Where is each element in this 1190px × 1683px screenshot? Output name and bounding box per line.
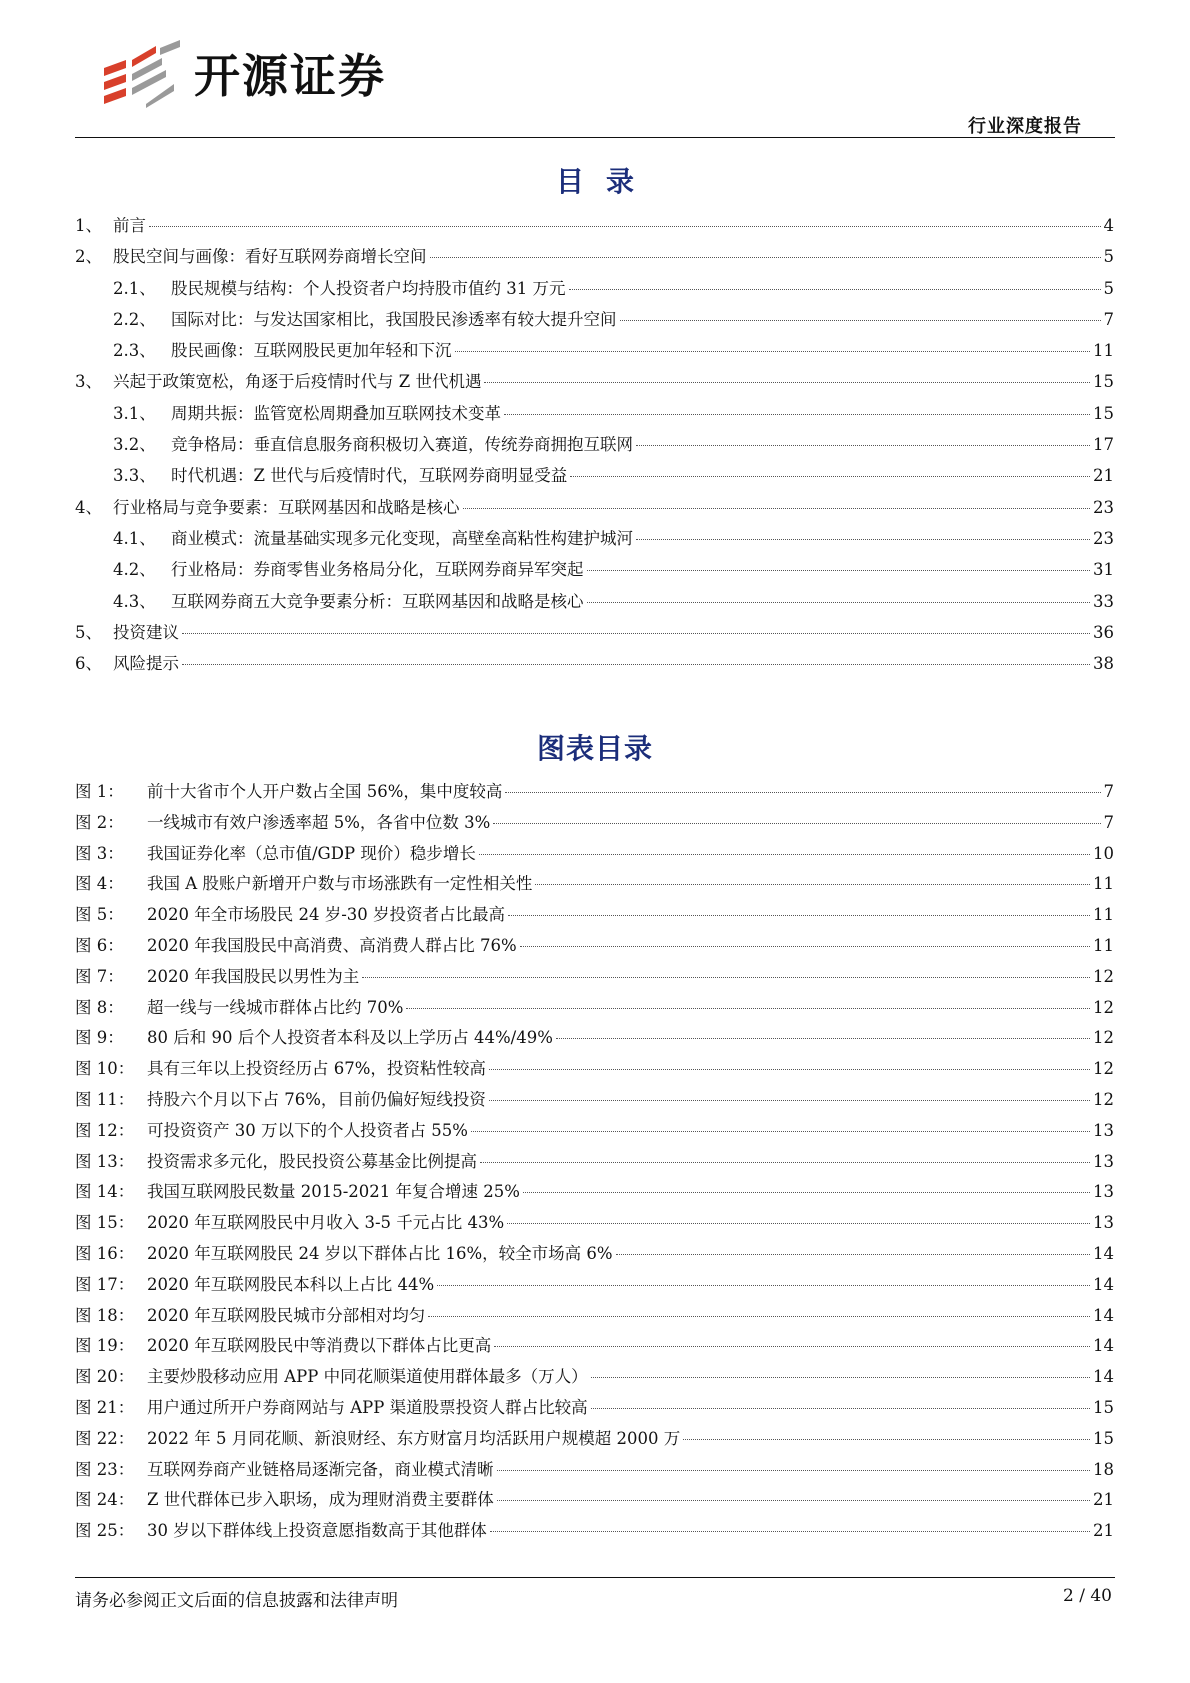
- toc-entry[interactable]: [75, 494, 1114, 525]
- dot-leader: [493, 823, 1100, 824]
- figure-entry-text: 前十大省市个人开户数占全国 56%，集中度较高: [147, 782, 503, 801]
- figure-entry[interactable]: [75, 870, 1114, 901]
- footer-disclaimer: 请务必参阅正文后面的信息披露和法律声明: [75, 1591, 398, 1611]
- figure-entry[interactable]: [75, 1302, 1114, 1333]
- toc-entry-text: 互联网券商五大竞争要素分析：互联网基因和战略是核心: [171, 591, 584, 611]
- figure-entry-number: 图 15：: [75, 1213, 135, 1233]
- figure-entry-text: 2020 年我国股民以男性为主: [147, 966, 360, 986]
- toc-entry-page-number: 11: [1093, 341, 1114, 361]
- figure-entry-page-number: 14: [1093, 1243, 1114, 1263]
- dot-leader: [636, 539, 1090, 540]
- figure-entry-number: 图 2：: [75, 812, 124, 832]
- toc-entry-page-number: 23: [1093, 528, 1114, 548]
- toc-entry[interactable]: [75, 525, 1114, 556]
- dot-leader: [683, 1439, 1090, 1440]
- dot-leader: [182, 664, 1090, 665]
- toc-entry-number: 3.3、: [113, 466, 156, 486]
- dot-leader: [556, 1038, 1090, 1039]
- toc-entry-number: 3.1、: [113, 403, 156, 423]
- figure-entry-text: 用户通过所开户券商网站与 APP 渠道股票投资人群占比较高: [147, 1397, 588, 1417]
- figure-entry-number: 图 25：: [75, 1521, 135, 1541]
- figure-entry[interactable]: [75, 1240, 1114, 1271]
- toc-entry-page-number: 23: [1093, 497, 1114, 517]
- toc-entry-page-number: 15: [1093, 372, 1114, 392]
- dot-leader: [508, 915, 1090, 916]
- toc-entry[interactable]: [75, 368, 1114, 399]
- figure-entry-number: 图 23：: [75, 1459, 135, 1479]
- figure-entry-text: 超一线与一线城市群体占比约 70%: [147, 997, 404, 1017]
- figure-entry[interactable]: [75, 994, 1114, 1025]
- figure-entry-text: 投资需求多元化，股民投资公募基金比例提高: [147, 1151, 477, 1171]
- figure-entry[interactable]: [75, 1332, 1114, 1363]
- toc-entry-number: 3.2、: [113, 435, 156, 455]
- toc-entry-number: 2.3、: [113, 341, 156, 361]
- toc-entry-text: 国际对比：与发达国家相比，我国股民渗透率有较大提升空间: [171, 309, 617, 329]
- toc-entry-page-number: 5: [1103, 247, 1114, 267]
- figure-entry-page-number: 18: [1093, 1459, 1114, 1479]
- figure-entry-number: 图 11：: [75, 1089, 135, 1109]
- figure-entry-text: 一线城市有效户渗透率超 5%，各省中位数 3%: [147, 812, 491, 832]
- figure-entry-number: 图 17：: [75, 1274, 135, 1294]
- toc-entry-page-number: 15: [1093, 403, 1114, 423]
- figure-entry[interactable]: [75, 1117, 1114, 1148]
- dot-leader: [489, 1100, 1090, 1101]
- toc-entry[interactable]: [75, 588, 1114, 619]
- figure-entry-page-number: 13: [1093, 1182, 1114, 1202]
- figure-entry-text: 主要炒股移动应用 APP 中同花顺渠道使用群体最多（万人）: [147, 1367, 588, 1387]
- dot-leader: [480, 1162, 1090, 1163]
- figure-entry-text: 我国 A 股账户新增开户数与市场涨跌有一定性相关性: [147, 874, 533, 894]
- figure-entry[interactable]: [75, 1024, 1114, 1055]
- dot-leader: [182, 633, 1090, 634]
- brand-name: 开源证券: [194, 49, 386, 103]
- toc-entry[interactable]: [75, 212, 1114, 243]
- figure-entry-number: 图 4：: [75, 874, 124, 894]
- figure-entry[interactable]: [75, 1086, 1114, 1117]
- figure-entry-page-number: 12: [1093, 1059, 1114, 1079]
- figure-entry-number: 图 21：: [75, 1397, 135, 1417]
- figure-entry[interactable]: [75, 840, 1114, 871]
- toc-entry-text: 竞争格局：垂直信息服务商积极切入赛道，传统券商拥抱互联网: [171, 435, 633, 455]
- figure-entry[interactable]: [75, 963, 1114, 994]
- page-indicator: 2 / 40: [1063, 1586, 1112, 1606]
- toc-entry-number: 4.3、: [113, 591, 156, 611]
- figure-entry-text: 我国互联网股民数量 2015-2021 年复合增速 25%: [147, 1182, 520, 1202]
- figure-entry-page-number: 7: [1103, 812, 1114, 832]
- toc-entry-text: 风险提示: [113, 654, 179, 674]
- dot-leader: [507, 1223, 1090, 1224]
- figure-entry-page-number: 11: [1093, 935, 1114, 955]
- figure-entry-number: 图 1：: [75, 782, 124, 801]
- footer-divider: [75, 1577, 1115, 1578]
- toc-entry-text: 行业格局与竞争要素：互联网基因和战略是核心: [113, 497, 460, 517]
- figure-entry[interactable]: [75, 1394, 1114, 1425]
- figure-entry-page-number: 7: [1103, 782, 1114, 801]
- figure-entry-number: 图 6：: [75, 935, 124, 955]
- figure-entry[interactable]: [75, 1363, 1114, 1394]
- figure-entry-page-number: 12: [1093, 1089, 1114, 1109]
- dot-leader: [362, 977, 1090, 978]
- dot-leader: [505, 792, 1100, 793]
- dot-leader: [479, 854, 1090, 855]
- toc-entry-page-number: 17: [1093, 435, 1114, 455]
- dot-leader: [430, 257, 1101, 258]
- toc-entry-number: 1、: [75, 216, 102, 235]
- figure-entry-text: 互联网券商产业链格局逐渐完备，商业模式清晰: [147, 1459, 494, 1479]
- dot-leader: [406, 1008, 1090, 1009]
- toc-title: 目录: [555, 165, 656, 198]
- figure-entry[interactable]: [75, 1055, 1114, 1086]
- figure-entry[interactable]: [75, 1486, 1114, 1517]
- figure-entry-text: 2020 年互联网股民 24 岁以下群体占比 16%，较全市场高 6%: [147, 1243, 613, 1263]
- figure-entry-page-number: 13: [1093, 1151, 1114, 1171]
- figure-entry-text: 80 后和 90 后个人投资者本科及以上学历占 44%/49%: [147, 1028, 553, 1048]
- dot-leader: [535, 884, 1090, 885]
- figure-entry-page-number: 15: [1093, 1428, 1114, 1448]
- figure-list-title: 图表目录: [536, 732, 653, 765]
- toc-entry-number: 4、: [75, 497, 102, 517]
- figure-entry[interactable]: [75, 1271, 1114, 1302]
- figure-entry[interactable]: [75, 1178, 1114, 1209]
- report-type-label: 行业深度报告: [968, 116, 1082, 137]
- figure-entry-number: 图 20：: [75, 1367, 135, 1387]
- dot-leader: [504, 414, 1090, 415]
- figure-entry-text: 2020 年全市场股民 24 岁-30 岁投资者占比最高: [147, 905, 506, 925]
- toc-entry-page-number: 7: [1103, 309, 1114, 329]
- figure-entry-page-number: 21: [1093, 1521, 1114, 1541]
- dot-leader: [587, 602, 1091, 603]
- dot-leader: [497, 1470, 1091, 1471]
- figure-entry-number: 图 3：: [75, 843, 124, 863]
- figure-entry-page-number: 11: [1093, 905, 1114, 925]
- toc-entry-text: 股民规模与结构：个人投资者户均持股市值约 31 万元: [171, 278, 566, 298]
- figure-entry-page-number: 12: [1093, 966, 1114, 986]
- figure-entry-number: 图 12：: [75, 1120, 135, 1140]
- dot-leader: [149, 226, 1101, 227]
- dot-leader: [490, 1531, 1090, 1532]
- toc-entry-number: 2.1、: [113, 278, 156, 298]
- header-divider: [75, 137, 1115, 138]
- toc-entry-text: 周期共振：监管宽松周期叠加互联网技术变革: [171, 403, 501, 423]
- figure-entry-number: 图 5：: [75, 905, 124, 925]
- figure-entry-text: 2020 年互联网股民中月收入 3-5 千元占比 43%: [147, 1213, 505, 1233]
- toc-entry[interactable]: [75, 275, 1114, 306]
- figure-list: [75, 778, 1114, 1548]
- dot-leader: [437, 1285, 1090, 1286]
- toc-entry-number: 5、: [75, 622, 102, 642]
- toc-entry-page-number: 36: [1093, 622, 1114, 642]
- toc-entry-page-number: 31: [1093, 560, 1114, 580]
- figure-entry[interactable]: [75, 778, 1114, 809]
- logo-mark-icon: [100, 38, 182, 108]
- figure-entry-text: Z 世代群体已步入职场，成为理财消费主要群体: [147, 1490, 494, 1510]
- toc-entry-page-number: 33: [1093, 591, 1114, 611]
- figure-entry-page-number: 15: [1093, 1397, 1114, 1417]
- figure-entry-text: 可投资资产 30 万以下的个人投资者占 55%: [147, 1120, 468, 1140]
- toc-entry[interactable]: [75, 337, 1114, 368]
- figure-entry[interactable]: [75, 809, 1114, 840]
- toc-entry-text: 商业模式：流量基础实现多元化变现，高壁垒高粘性构建护城河: [171, 528, 633, 548]
- dot-leader: [471, 1131, 1090, 1132]
- dot-leader: [523, 1192, 1090, 1193]
- figure-entry-page-number: 12: [1093, 1028, 1114, 1048]
- figure-entry-text: 2020 年我国股民中高消费、高消费人群占比 76%: [147, 935, 517, 955]
- dot-leader: [570, 476, 1090, 477]
- figure-entry-page-number: 12: [1093, 997, 1114, 1017]
- figure-entry[interactable]: [75, 1425, 1114, 1456]
- dot-leader: [616, 1254, 1090, 1255]
- toc-entry-number: 6、: [75, 654, 102, 674]
- toc-entry[interactable]: [75, 556, 1114, 587]
- dot-leader: [463, 508, 1091, 509]
- figure-entry[interactable]: [75, 1517, 1114, 1548]
- dot-leader: [591, 1377, 1090, 1378]
- toc-entry-text: 时代机遇：Z 世代与后疫情时代，互联网券商明显受益: [171, 466, 568, 486]
- dot-leader: [591, 1408, 1090, 1409]
- toc-entry[interactable]: [75, 462, 1114, 493]
- figure-entry[interactable]: [75, 1209, 1114, 1240]
- toc-entry[interactable]: [75, 650, 1114, 681]
- figure-entry-page-number: 14: [1093, 1305, 1114, 1325]
- figure-entry-number: 图 22：: [75, 1428, 135, 1448]
- figure-entry-number: 图 16：: [75, 1243, 135, 1263]
- toc-entry-number: 2、: [75, 247, 102, 267]
- figure-entry-text: 我国证券化率（总市值/GDP 现价）稳步增长: [147, 843, 476, 863]
- figure-entry-page-number: 14: [1093, 1367, 1114, 1387]
- dot-leader: [455, 351, 1091, 352]
- figure-entry-text: 2020 年互联网股民城市分部相对均匀: [147, 1305, 426, 1325]
- figure-entry-text: 持股六个月以下占 76%，目前仍偏好短线投资: [147, 1089, 486, 1109]
- toc-entry-number: 3、: [75, 372, 102, 392]
- figure-entry-number: 图 7：: [75, 966, 124, 986]
- dot-leader: [520, 946, 1090, 947]
- dot-leader: [484, 382, 1090, 383]
- figure-entry-text: 2022 年 5 月同花顺、新浪财经、东方财富月均活跃用户规模超 2000 万: [147, 1428, 681, 1448]
- toc-entry-number: 4.2、: [113, 560, 156, 580]
- figure-entry[interactable]: [75, 932, 1114, 963]
- figure-entry-page-number: 21: [1093, 1490, 1114, 1510]
- figure-entry[interactable]: [75, 1456, 1114, 1487]
- dot-leader: [489, 1069, 1090, 1070]
- toc-entry-text: 投资建议: [113, 622, 179, 642]
- toc-entry-text: 行业格局：券商零售业务格局分化，互联网券商异军突起: [171, 560, 584, 580]
- figure-entry-page-number: 13: [1093, 1120, 1114, 1140]
- toc-entry-text: 兴起于政策宽松，角逐于后疫情时代与 Z 世代机遇: [113, 372, 482, 392]
- figure-entry-page-number: 10: [1093, 843, 1114, 863]
- figure-entry-number: 图 14：: [75, 1182, 135, 1202]
- company-logo: [100, 38, 386, 108]
- figure-entry-text: 2020 年互联网股民中等消费以下群体占比更高: [147, 1336, 492, 1356]
- toc-entry[interactable]: [75, 306, 1114, 337]
- figure-entry-number: 图 24：: [75, 1490, 135, 1510]
- figure-entry[interactable]: [75, 1148, 1114, 1179]
- figure-entry-text: 2020 年互联网股民本科以上占比 44%: [147, 1274, 435, 1294]
- toc-entry-number: 2.2、: [113, 309, 156, 329]
- dot-leader: [497, 1500, 1090, 1501]
- toc-entry-page-number: 38: [1093, 654, 1114, 674]
- toc-list: [75, 212, 1114, 681]
- toc-entry[interactable]: [75, 243, 1114, 274]
- figure-entry-number: 图 18：: [75, 1305, 135, 1325]
- figure-entry-number: 图 9：: [75, 1028, 124, 1048]
- dot-leader: [428, 1316, 1090, 1317]
- toc-entry[interactable]: [75, 619, 1114, 650]
- toc-entry-text: 股民空间与画像：看好互联网券商增长空间: [113, 247, 427, 267]
- figure-entry-text: 具有三年以上投资经历占 67%，投资粘性较高: [147, 1059, 486, 1079]
- dot-leader: [587, 570, 1091, 571]
- figure-entry-page-number: 14: [1093, 1274, 1114, 1294]
- figure-entry-number: 图 10：: [75, 1059, 135, 1079]
- toc-entry-page-number: 5: [1103, 278, 1114, 298]
- toc-entry[interactable]: [75, 431, 1114, 462]
- toc-entry[interactable]: [75, 400, 1114, 431]
- figure-entry-page-number: 13: [1093, 1213, 1114, 1233]
- figure-entry-number: 图 19：: [75, 1336, 135, 1356]
- toc-entry-text: 股民画像：互联网股民更加年轻和下沉: [171, 341, 452, 361]
- dot-leader: [636, 445, 1090, 446]
- dot-leader: [620, 320, 1101, 321]
- toc-entry-text: 前言: [113, 216, 146, 235]
- figure-entry-number: 图 13：: [75, 1151, 135, 1171]
- dot-leader: [494, 1346, 1090, 1347]
- figure-entry[interactable]: [75, 901, 1114, 932]
- figure-entry-page-number: 14: [1093, 1336, 1114, 1356]
- toc-entry-page-number: 4: [1103, 216, 1114, 235]
- dot-leader: [569, 289, 1101, 290]
- figure-entry-number: 图 8：: [75, 997, 124, 1017]
- figure-entry-page-number: 11: [1093, 874, 1114, 894]
- toc-entry-page-number: 21: [1093, 466, 1114, 486]
- toc-entry-number: 4.1、: [113, 528, 156, 548]
- figure-entry-text: 30 岁以下群体线上投资意愿指数高于其他群体: [147, 1521, 487, 1541]
